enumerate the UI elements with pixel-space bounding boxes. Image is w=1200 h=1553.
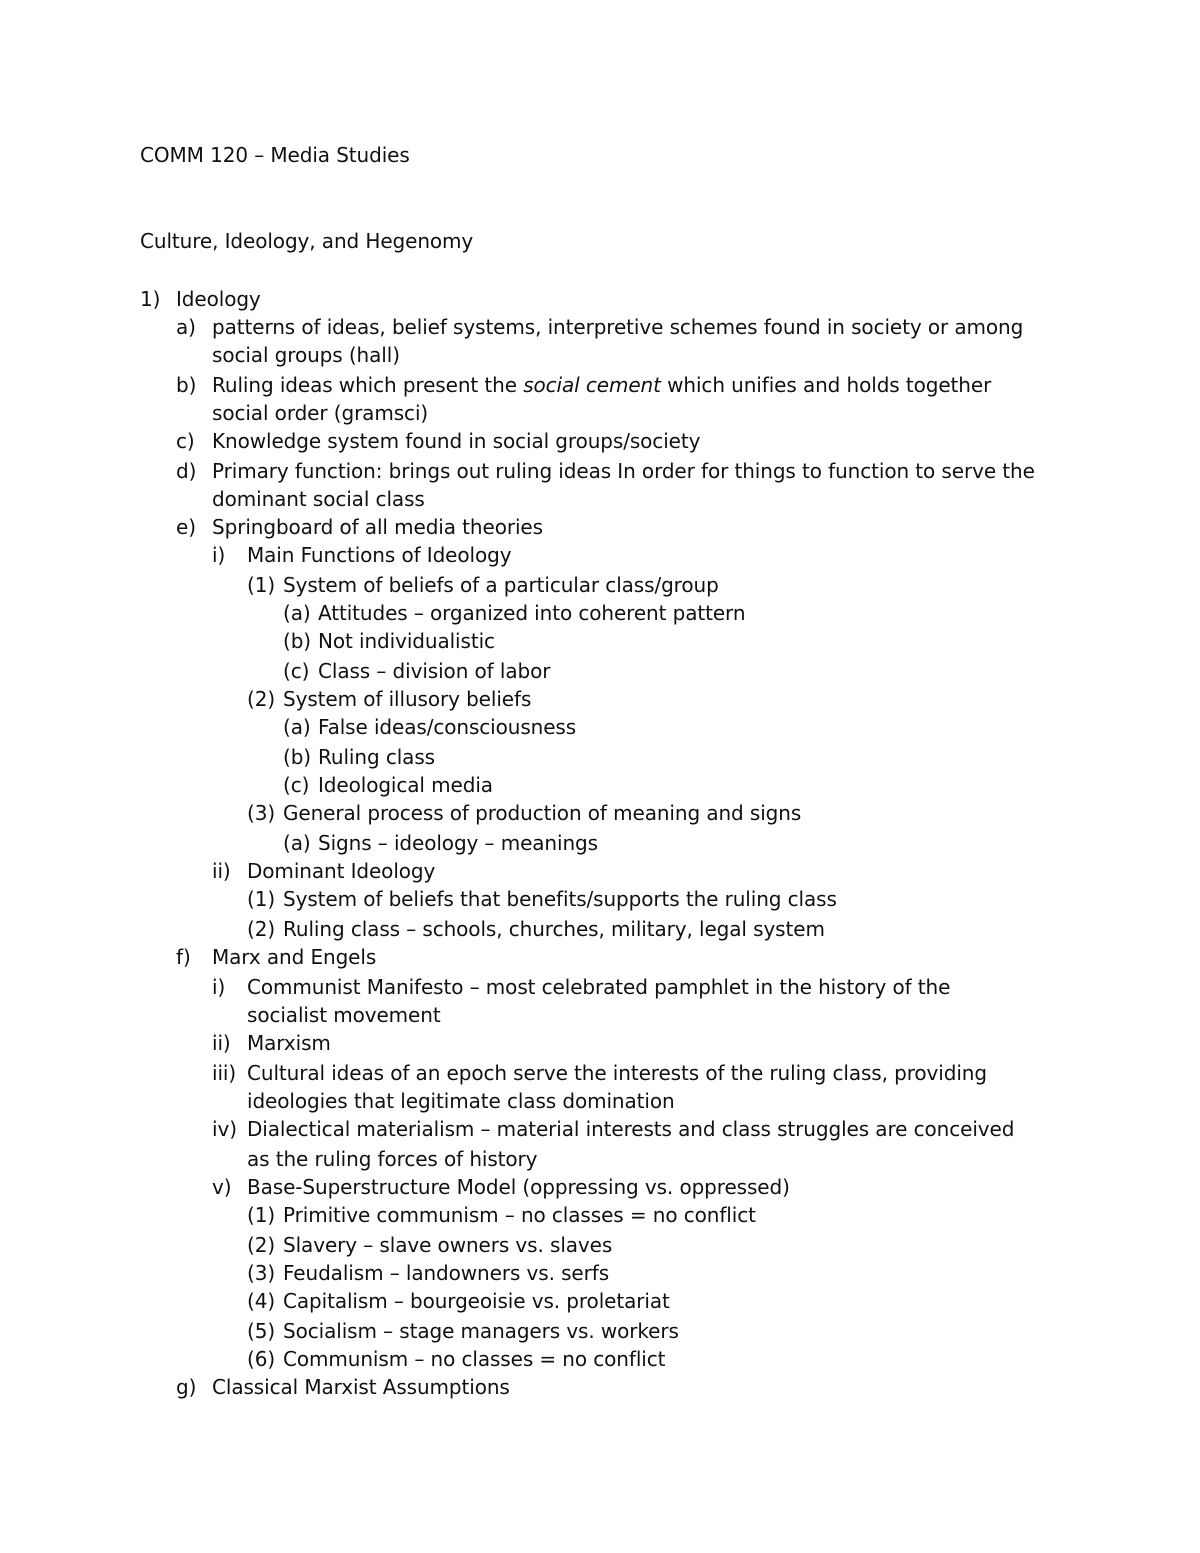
- section-title: Culture, Ideology, and Hegenomy: [140, 229, 474, 253]
- outline-text: Communism – no classes = no conflict: [283, 1347, 666, 1371]
- outline-text: False ideas/consciousness: [318, 715, 577, 739]
- outline-marker: (4): [247, 1289, 276, 1313]
- outline-marker: (3): [247, 1261, 276, 1285]
- outline-text: socialist movement: [247, 1003, 441, 1027]
- outline-text: Springboard of all media theories: [212, 515, 543, 539]
- outline-marker: iv): [212, 1117, 237, 1141]
- outline-text: Ideology: [176, 287, 261, 311]
- outline-text: System of illusory beliefs: [283, 687, 532, 711]
- outline-text: Primary function: brings out ruling ideas In order for things to function to serve the: [212, 459, 1035, 483]
- outline-text: [212, 371, 991, 399]
- text-before: Ruling ideas which present the: [212, 373, 524, 397]
- outline-marker: 1): [140, 287, 161, 311]
- outline-marker: (6): [247, 1347, 276, 1371]
- outline-text: Classical Marxist Assumptions: [212, 1375, 510, 1399]
- outline-marker: (c): [283, 773, 310, 797]
- course-title: COMM 120 – Media Studies: [140, 143, 410, 167]
- outline-text: Knowledge system found in social groups/society: [212, 429, 701, 453]
- outline-marker: g): [176, 1375, 197, 1399]
- outline-marker: i): [212, 543, 226, 567]
- outline-marker: (5): [247, 1319, 276, 1343]
- outline-marker: e): [176, 515, 196, 539]
- outline-marker: ii): [212, 859, 231, 883]
- outline-marker: (a): [283, 715, 311, 739]
- outline-text: Main Functions of Ideology: [247, 543, 512, 567]
- outline-marker: c): [176, 429, 195, 453]
- outline-text: dominant social class: [212, 487, 425, 511]
- outline-marker: ii): [212, 1031, 231, 1055]
- outline-text: Not individualistic: [318, 629, 495, 653]
- emphasis-social-cement: social cement: [523, 373, 661, 397]
- outline-text: Dialectical materialism – material interests and class struggles are conceived: [247, 1117, 1015, 1141]
- outline-marker: (3): [247, 801, 276, 825]
- outline-text: Cultural ideas of an epoch serve the interests of the ruling class, providing: [247, 1061, 987, 1085]
- outline-text: System of beliefs of a particular class/group: [283, 573, 719, 597]
- outline-marker: (b): [283, 745, 312, 769]
- outline-text: Feudalism – landowners vs. serfs: [283, 1261, 610, 1285]
- outline-text: Signs – ideology – meanings: [318, 831, 598, 855]
- outline-text: Capitalism – bourgeoisie vs. proletariat: [283, 1289, 670, 1313]
- outline-marker: (b): [283, 629, 312, 653]
- outline-text: Dominant Ideology: [247, 859, 436, 883]
- outline-text: Class – division of labor: [318, 659, 551, 683]
- outline-text: Communist Manifesto – most celebrated pamphlet in the history of the: [247, 975, 951, 999]
- outline-marker: f): [176, 945, 191, 969]
- outline-marker: b): [176, 373, 197, 397]
- text-after: which unifies and holds together: [660, 373, 992, 397]
- outline-text: Attitudes – organized into coherent pattern: [318, 601, 746, 625]
- outline-text: Base-Superstructure Model (oppressing vs. oppressed): [247, 1175, 790, 1199]
- outline-marker: (2): [247, 687, 276, 711]
- outline-text: ideologies that legitimate class domination: [247, 1089, 675, 1113]
- outline-text: Ruling class: [318, 745, 435, 769]
- outline-marker: (c): [283, 659, 310, 683]
- outline-text: Ruling class – schools, churches, military, legal system: [283, 917, 825, 941]
- outline-marker: v): [212, 1175, 232, 1199]
- outline-marker: (2): [247, 917, 276, 941]
- outline-marker: (1): [247, 1203, 276, 1227]
- outline-marker: (1): [247, 887, 276, 911]
- outline-text: social order (gramsci): [212, 401, 429, 425]
- outline-text: Marx and Engels: [212, 945, 377, 969]
- outline-marker: i): [212, 975, 226, 999]
- outline-text: Ideological media: [318, 773, 493, 797]
- outline-text: Primitive communism – no classes = no conflict: [283, 1203, 756, 1227]
- outline-text: as the ruling forces of history: [247, 1147, 538, 1171]
- outline-text: General process of production of meaning and signs: [283, 801, 802, 825]
- outline-marker: (1): [247, 573, 276, 597]
- outline-text: patterns of ideas, belief systems, interpretive schemes found in society or among: [212, 315, 1024, 339]
- outline-marker: d): [176, 459, 197, 483]
- outline-text: System of beliefs that benefits/supports the ruling class: [283, 887, 837, 911]
- outline-marker: a): [176, 315, 196, 339]
- outline-text: Slavery – slave owners vs. slaves: [283, 1233, 613, 1257]
- outline-marker: (a): [283, 831, 311, 855]
- outline-marker: (a): [283, 601, 311, 625]
- outline-marker: (2): [247, 1233, 276, 1257]
- outline-marker: iii): [212, 1061, 237, 1085]
- outline-text: Socialism – stage managers vs. workers: [283, 1319, 679, 1343]
- outline-text: social groups (hall): [212, 343, 400, 367]
- outline-text: Marxism: [247, 1031, 331, 1055]
